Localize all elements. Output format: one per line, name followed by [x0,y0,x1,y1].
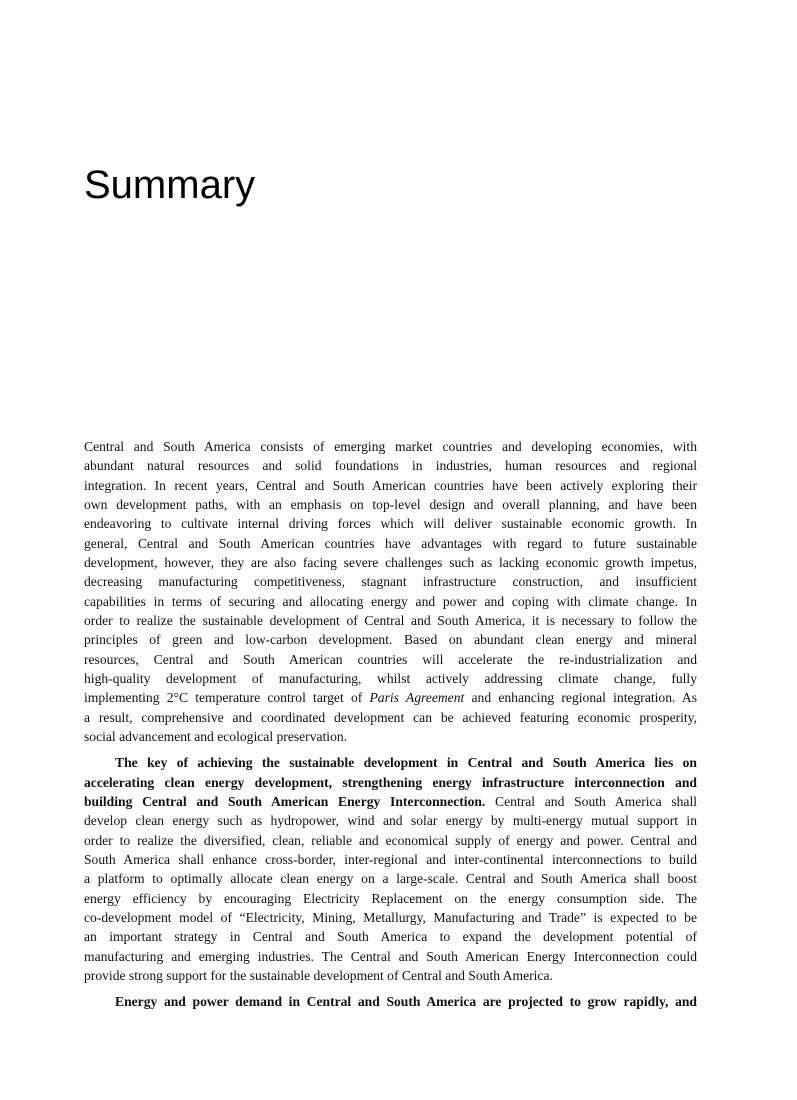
text-line [84,650,697,669]
bold-text: accelerating clean energy development, strengthening energy infrastructure interconnection and [84,774,697,790]
text-line [84,889,697,908]
text-span: a platform to optimally allocate clean energy on a large-scale. Central and South America shall boost [84,871,697,887]
text-line [84,927,697,946]
summary-body [84,437,697,1018]
text-line [84,476,697,495]
text-line [84,708,697,727]
text-span: own development paths, with an emphasis on top-level design and overall planning, and have been [84,497,697,513]
text-line [84,811,697,830]
text-span: capabilities in terms of securing and allocating energy and power and coping with climate change. In [84,593,697,609]
text-span: a result, comprehensive and coordinated development can be achieved featuring economic prosperity, [84,709,697,725]
text-span: Central and South America shall [485,793,697,809]
text-line [84,495,697,514]
text-line [84,753,697,772]
text-line [84,773,697,792]
text-span: endeavoring to cultivate internal driving forces which will deliver sustainable economic growth. In [84,516,697,532]
bold-text: The key of achieving the sustainable development in Central and South America lies on [115,755,697,771]
text-span: an important strategy in Central and South America to expand the development potential of [84,929,697,945]
text-span: general, Central and South American countries have advantages with regard to future sustainable [84,535,697,551]
text-span: develop clean energy such as hydropower, wind and solar energy by multi-energy mutual support in [84,813,697,829]
text-span: principles of green and low-carbon development. Based on abundant clean energy and mineral [84,632,697,648]
text-line [84,727,697,746]
text-span: order to realize the diversified, clean, reliable and economical supply of energy and power. Central and [84,832,697,848]
text-span: implementing 2°C temperature control target of [84,690,370,706]
text-line [84,908,697,927]
text-span: decreasing manufacturing competitiveness, stagnant infrastructure construction, and insufficient [84,574,697,590]
text-span: manufacturing and emerging industries. The Central and South American Energy Interconnection could [84,948,697,964]
paragraph [84,992,697,1011]
text-line [84,669,697,688]
text-span: integration. In recent years, Central and South American countries have been actively exploring their [84,477,697,493]
text-line [84,534,697,553]
text-line [84,437,697,456]
text-line [84,514,697,533]
paragraph [84,753,697,985]
italic-text: Paris Agreement [369,690,465,706]
text-line [84,630,697,649]
text-line [84,611,697,630]
text-line [84,456,697,475]
text-line [84,966,697,985]
text-span: resources, Central and South American countries will accelerate the re-industrialization and [84,651,697,667]
text-span: and enhancing regional integration. As [464,690,697,706]
text-line [84,992,697,1011]
text-line [84,850,697,869]
paragraph [84,437,697,747]
text-line [84,869,697,888]
text-span: provide strong support for the sustainable development of Central and South America. [84,967,553,983]
text-span: Central and South America consists of emerging market countries and developing economies, with [84,439,697,454]
text-span: abundant natural resources and solid foundations in industries, human resources and regional [84,458,697,474]
text-span: social advancement and ecological preservation. [84,729,348,745]
text-line [84,688,697,707]
text-span: order to realize the sustainable development of Central and South America, it is necessary to follow the [84,613,697,629]
text-span: development, however, they are also facing severe challenges such as lacking economic growth impetus, [84,555,697,571]
bold-text: building Central and South American Energy Interconnection. [84,793,486,809]
text-span: co-development model of “Electricity, Mining, Metallurgy, Manufacturing and Trade” is expected to be [84,909,697,925]
text-line [84,947,697,966]
page-title: Summary [84,163,256,207]
text-span: energy efficiency by encouraging Electricity Replacement on the energy consumption side. The [84,890,697,906]
bold-text: Energy and power demand in Central and South America are projected to grow rapidly, and [115,994,697,1009]
text-line [84,831,697,850]
text-line [84,592,697,611]
text-span: South America shall enhance cross-border, inter-regional and inter-continental interconnections to build [84,851,697,867]
text-span: high-quality development of manufacturing, whilst actively addressing climate change, fully [84,671,697,687]
text-line [84,553,697,572]
text-line [84,572,697,591]
text-line [84,792,697,811]
